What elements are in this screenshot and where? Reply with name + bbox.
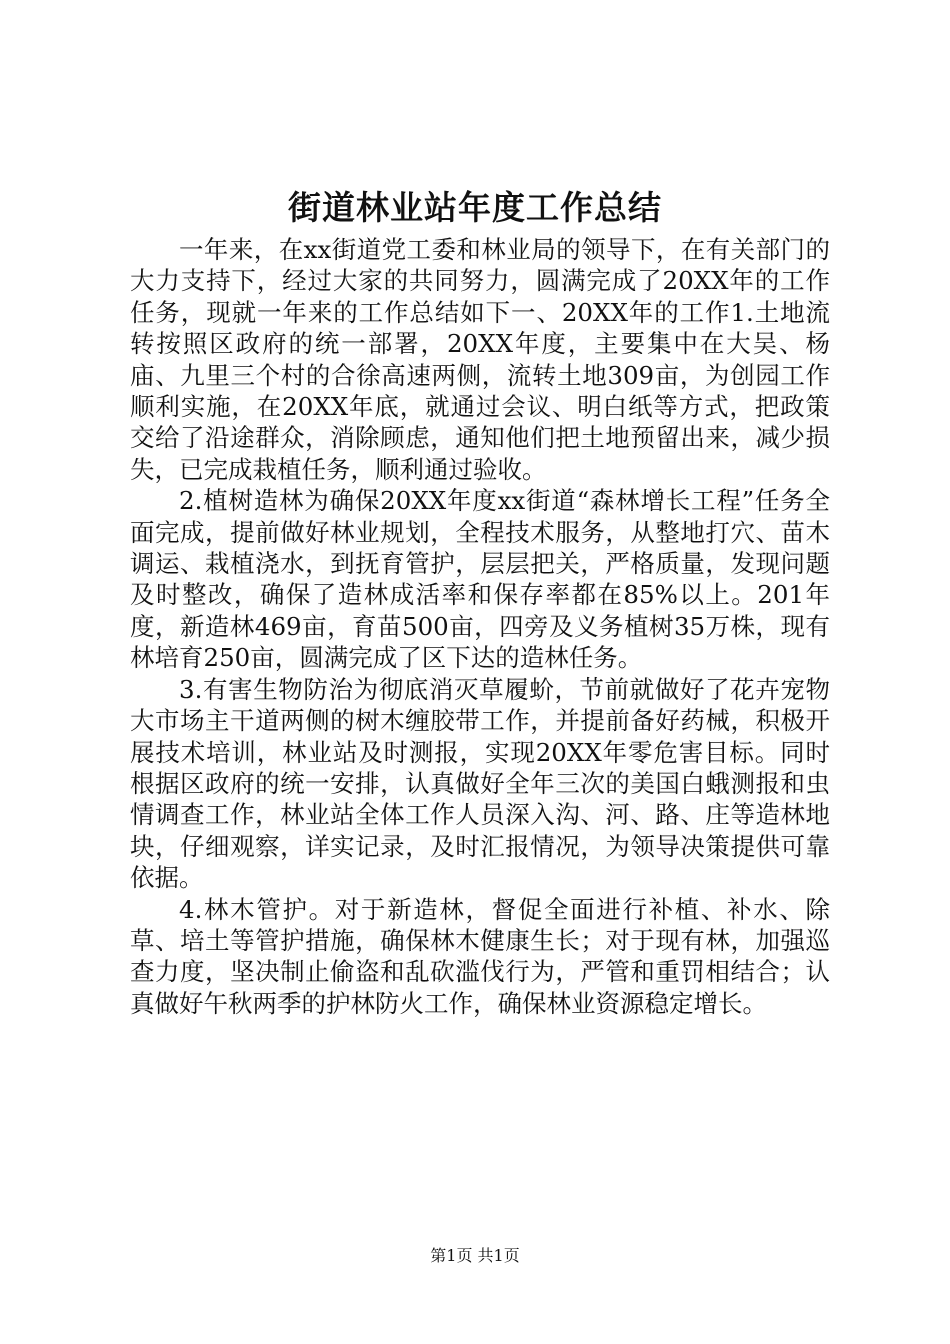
page-title: 街道林业站年度工作总结 <box>288 188 662 227</box>
paragraph-4: 4.林木管护。对于新造林，督促全面进行补植、补水、除草、培土等管护措施，确保林木健康生长；对于现有林，加强巡查力度，坚决制止偷盗和乱砍滥伐行为，严管和重罚相结合；认真做好午秋两季的护林防火工作，确保林业资源稳定增长。 <box>130 894 830 1018</box>
paragraph-2: 2.植树造林为确保20XX年度xx街道“森林增长工程”任务全面完成，提前做好林业规划，全程技术服务，从整地打穴、苗木调运、栽植浇水，到抚育管护，层层把关，严格质量，发现问题及时整改，确保了造林成活率和保存率都在85%以上。201年度，新造林469亩，育苗500亩，四旁及义务植树35万株，现有林培育250亩，圆满完成了区下达的造林任务。 <box>130 486 830 673</box>
paragraph-3: 3.有害生物防治为彻底消灭草履蚧，节前就做好了花卉宠物大市场主干道两侧的树木缠胶带工作，并提前备好药械，积极开展技术培训，林业站及时测报，实现20XX年零危害目标。同时根据区政府的统一安排，认真做好全年三次的美国白蛾测报和虫情调查工作，林业站全体工作人员深入沟、河、路、庄等造林地块，仔细观察，详实记录，及时汇报情况，为领导决策提供可靠依据。 <box>130 674 830 893</box>
paragraph-1: 一年来，在xx街道党工委和林业局的领导下，在有关部门的大力支持下，经过大家的共同努力，圆满完成了20XX年的工作任务，现就一年来的工作总结如下一、20XX年的工作1.土地流转按照区政府的统一部署，20XX年度，主要集中在大吴、杨庙、九里三个村的合徐高速两侧，流转土地309亩，为创园工作顺利实施，在20XX年底，就通过会议、明白纸等方式，把政策交给了沿途群众，消除顾虑，通知他们把土地预留出来，减少损失，已完成栽植任务，顺利通过验收。 <box>130 235 830 484</box>
page-footer: 第1页 共1页 <box>430 1246 520 1265</box>
document-body <box>130 234 830 1019</box>
